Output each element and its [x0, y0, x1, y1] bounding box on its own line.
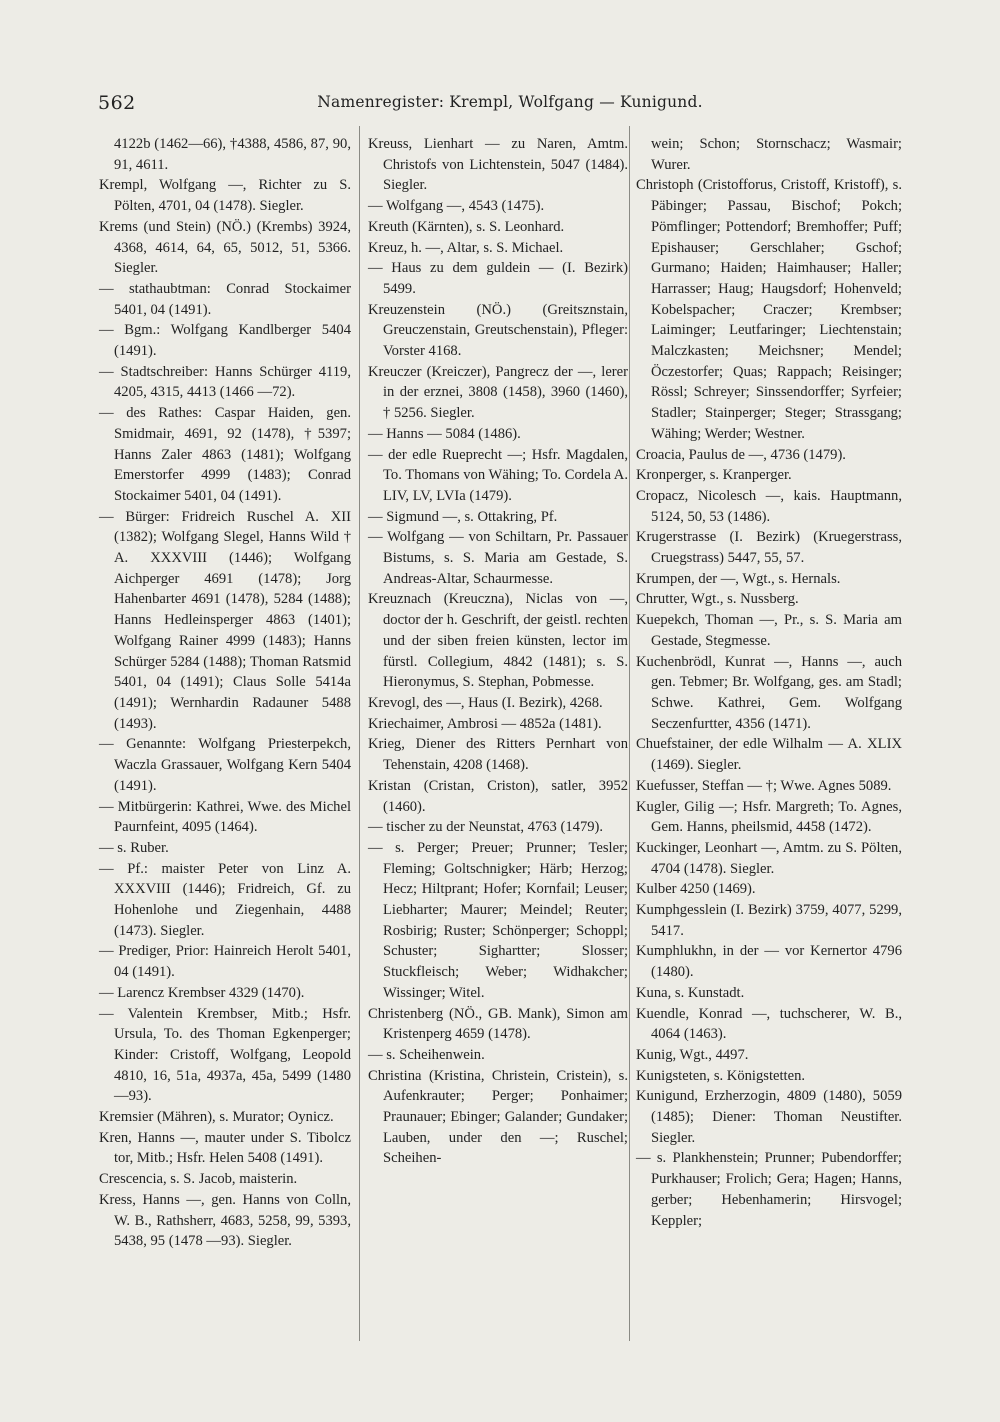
index-entry: Kuepekch, Thoman —, Pr., s. S. Maria am Gestade, Stegmesse.	[636, 612, 902, 649]
index-entry: Krugerstrasse (I. Bezirk) (Kruegerstrass, Cruegstrass) 5447, 55, 57.	[636, 529, 902, 567]
index-entry: Kren, Hanns —, mauter under S. Tibolcz tor, Mitb.; Hsfr. Helen 5408 (1491).	[99, 1129, 351, 1167]
index-entry: Kreuss, Lienhart — zu Naren, Amtm. Christofs von Lichtenstein, 5047 (1484). Siegler.	[368, 136, 628, 194]
index-entry: wein; Schon; Stornschacz; Wasmair; Wurer.	[651, 136, 902, 173]
index-entry: — des Rathes: Caspar Haiden, gen. Smidmair, 4691, 92 (1478), †5397; Hanns Zaler 4863 (1481); Wolfgang Emerstorfer 4999 (1483); Conrad Stockaimer 5401, 04 (1491).	[99, 405, 351, 504]
index-entry: Kreuth (Kärnten), s. S. Leonhard.	[368, 218, 565, 235]
index-entry: — Wolfgang — von Schiltarn, Pr. Passauer Bistums, s. S. Maria am Gestade, S. Andreas-Altar, Schaurmesse.	[368, 529, 628, 587]
index-entry: Kress, Hanns —, gen. Hanns von Colln, W. B., Rathsherr, 4683, 5258, 99, 5393, 5438, 95 (1478 —93). Siegler.	[99, 1191, 351, 1250]
index-entry: Kuna, s. Kunstadt.	[636, 984, 745, 1001]
index-entry: — Haus zu dem guldein — (I. Bezirk) 5499.	[368, 260, 628, 297]
index-entry: Krems (und Stein) (NÖ.) (Krembs) 3924, 4368, 4614, 64, 65, 5012, 51, 5366. Siegler.	[99, 218, 351, 277]
index-entry: Croacia, Paulus de —, 4736 (1479).	[636, 446, 846, 463]
index-entry: — Valentein Krembser, Mitb.; Hsfr. Ursula, To. des Thoman Egkenperger; Kinder: Cristoff, Wolfgang, Leopold 4810, 16, 51a, 4937a, 45a, 5499 (1480—93).	[99, 1005, 351, 1105]
index-entry: Kumphlukhn, in der — vor Kernertor 4796 (1480).	[636, 943, 902, 981]
index-entry: — Wolfgang —, 4543 (1475).	[368, 198, 545, 215]
index-entry: Chrutter, Wgt., s. Nussberg.	[636, 591, 799, 608]
index-entry: — Sigmund —, s. Ottakring, Pf.	[368, 508, 558, 525]
index-entry: Kuendle, Konrad —, tuchscherer, W. B., 4064 (1463).	[636, 1005, 902, 1043]
index-entry: — tischer zu der Neunstat, 4763 (1479).	[368, 819, 604, 836]
index-entry: Kreuzenstein (NÖ.) (Greitsznstain, Greuczenstain, Greutschenstain), Pfleger: Vorster 4168.	[368, 301, 628, 360]
index-entry: 4122b (1462—66), †4388, 4586, 87, 90, 91, 4611.	[114, 136, 351, 173]
index-entry: Kunigund, Erzherzogin, 4809 (1480), 5059 (1485); Diener: Thoman Neustifter. Siegler.	[636, 1088, 902, 1146]
column-divider	[629, 126, 630, 1341]
index-entry: Kugler, Gilig —; Hsfr. Margreth; To. Agnes, Gem. Hanns, pheilsmid, 4458 (1472).	[636, 798, 902, 836]
index-entry: — s. Perger; Preuer; Prunner; Tesler; Fleming; Goltschnigker; Härb; Herzog; Hecz; Hiltprant; Hofer; Kornfail; Leuser; Liebharter; Maurer; Meindel; Reuter; Rosbirig; Ruster; Schönperger; Schoppl; Schuster; Sighartter; Slosser; Stuckfleisch; Weber; Widhakcher; Wissinger; Witel.	[368, 839, 628, 1001]
index-entry: Kuckinger, Leonhart —, Amtm. zu S. Pölten, 4704 (1478). Siegler.	[636, 839, 902, 877]
index-entry: Chuefstainer, der edle Wilhalm — A. XLIX (1469). Siegler.	[636, 736, 902, 774]
index-entry: Kriechaimer, Ambrosi — 4852a (1481).	[368, 715, 602, 732]
index-entry: Kremsier (Mähren), s. Murator; Oynicz.	[99, 1109, 334, 1126]
index-entry: Kunigsteten, s. Königstetten.	[636, 1067, 806, 1084]
index-entry: Crescencia, s. S. Jacob, maisterin.	[99, 1171, 298, 1188]
index-entry: — Mitbürgerin: Kathrei, Wwe. des Michel Paurnfeint, 4095 (1464).	[99, 798, 351, 836]
index-entry: Krumpen, der —, Wgt., s. Hernals.	[636, 570, 841, 587]
index-entry: — Bürger: Fridreich Ruschel A. XII (1382); Wolfgang Slegel, Hanns Wild † A. XXXVIII (1446); Wolfgang Aichperger 4691 (1478); Jorg Hahenbarter 4691 (1478), 5284 (1488); Hanns Hedleinsperger 4863 (1401); Wolfgang Rainer 4999 (1483); Hanns Schürger 5284 (1488); Thoman Ratsmid 5401, 04 (1491); Claus Solle 5414a (1491); Wernhardin Radauner 5488 (1493).	[99, 508, 351, 732]
index-entry: Krempl, Wolfgang —, Richter zu S. Pölten, 4701, 04 (1478). Siegler.	[99, 177, 351, 215]
index-entry: Krieg, Diener des Ritters Pernhart von Tehenstain, 4208 (1468).	[368, 736, 628, 774]
index-entry: — Bgm.: Wolfgang Kandlberger 5404 (1491).	[99, 322, 351, 360]
index-entry: Kuefusser, Steffan — †; Wwe. Agnes 5089.	[636, 777, 892, 794]
index-column-2	[368, 134, 628, 1169]
index-entry: — s. Ruber.	[99, 839, 169, 856]
index-entry: — Larencz Krembser 4329 (1470).	[99, 984, 305, 1001]
index-entry: Kronperger, s. Kranperger.	[636, 467, 792, 484]
index-entry: Kreuznach (Kreuczna), Niclas von —, doctor der h. Geschrift, der geistl. rechten und der siben freien künsten, lector im fürstl. Collegium, 4842 (1481); s. S. Hieronymus, S. Stephan, Pobmesse.	[368, 591, 628, 691]
index-column-1	[99, 134, 351, 1252]
index-entry: — s. Plankhenstein; Prunner; Pubendorffer; Purkhauser; Frolich; Gera; Hagen; Hanns, gerber; Hebenhamerin; Hirsvogel; Keppler;	[636, 1150, 902, 1229]
index-entry: — s. Scheihenwein.	[368, 1046, 485, 1063]
index-column-3	[636, 134, 902, 1231]
running-head: Namenregister: Krempl, Wolfgang — Kunigund.	[317, 93, 703, 111]
index-entry: — der edle Rueprecht —; Hsfr. Magdalen, To. Thomans von Wähing; To. Cordela A. LIV, LV, LVIa (1479).	[368, 446, 628, 504]
index-entry: Kumphgesslein (I. Bezirk) 3759, 4077, 5299, 5417.	[636, 902, 902, 939]
index-entry: Krevogl, des —, Haus (I. Bezirk), 4268.	[368, 694, 603, 711]
index-entry: Christoph (Cristofforus, Cristoff, Kristoff), s. Päbinger; Passau, Bischof; Pokch; Pömflinger; Pottendorf; Bremhoffer; Puff; Epishauser; Gerschlaher; Gschof; Gurmano; Haiden; Haimhauser; Haller; Harrasser; Haug; Haugsdorf; Hohenveld; Kobelspacher; Craczer; Krembser; Laiminger; Leutfaringer; Liechtenstain; Malczkasten; Meichsner; Mendel; Öczestorfer; Quas; Rappach; Reisinger; Rössl; Schreyer; Sinssendorffer; Syrfeier; Stadler; Stainperger; Steger; Strassgang; Wähing; Werder; Westner.	[636, 177, 902, 442]
index-entry: Christina (Kristina, Christein, Cristein), s. Aufenkrauter; Perger; Ponhaimer; Praunauer; Ebinger; Galander; Gundaker; Lauben, under den —; Ruschel; Scheihen-	[368, 1067, 628, 1167]
index-entry: Kristan (Cristan, Criston), satler, 3952 (1460).	[368, 777, 628, 815]
column-divider	[359, 126, 360, 1341]
index-entry: — Prediger, Prior: Hainreich Herolt 5401, 04 (1491).	[99, 943, 351, 981]
index-entry: Cropacz, Nicolesch —, kais. Hauptmann, 5124, 50, 53 (1486).	[636, 487, 902, 525]
index-entry: Kunig, Wgt., 4497.	[636, 1046, 749, 1063]
index-entry: Kuchenbrödl, Kunrat —, Hanns —, auch gen. Tebmer; Br. Wolfgang, ges. am Stadl; Schwe. Kathrei, Gem. Wolfgang Seczenfurtter, 4356 (1471).	[636, 653, 902, 732]
page-number: 562	[98, 92, 136, 114]
index-entry: Christenberg (NÖ., GB. Mank), Simon am Kristenperg 4659 (1478).	[368, 1005, 628, 1043]
index-entry: — stathaubtman: Conrad Stockaimer 5401, 04 (1491).	[99, 280, 351, 318]
index-entry: — Genannte: Wolfgang Priesterpekch, Waczla Grassauer, Wolfgang Kern 5404 (1491).	[99, 736, 351, 794]
index-entry: Kreuz, h. —, Altar, s. S. Michael.	[368, 239, 564, 256]
index-entry: Kulber 4250 (1469).	[636, 881, 756, 898]
index-entry: — Stadtschreiber: Hanns Schürger 4119, 4205, 4315, 4413 (1466 —72).	[99, 363, 351, 401]
index-entry: Kreuczer (Kreiczer), Pangrecz der —, lerer in der erznei, 3808 (1458), 3960 (1460), † 5256. Siegler.	[368, 363, 628, 422]
index-entry: — Pf.: maister Peter von Linz A. XXXVIII (1446); Fridreich, Gf. zu Hohenlohe und Ziegenhain, 4488 (1473). Siegler.	[99, 860, 351, 939]
index-entry: — Hanns — 5084 (1486).	[368, 425, 521, 442]
